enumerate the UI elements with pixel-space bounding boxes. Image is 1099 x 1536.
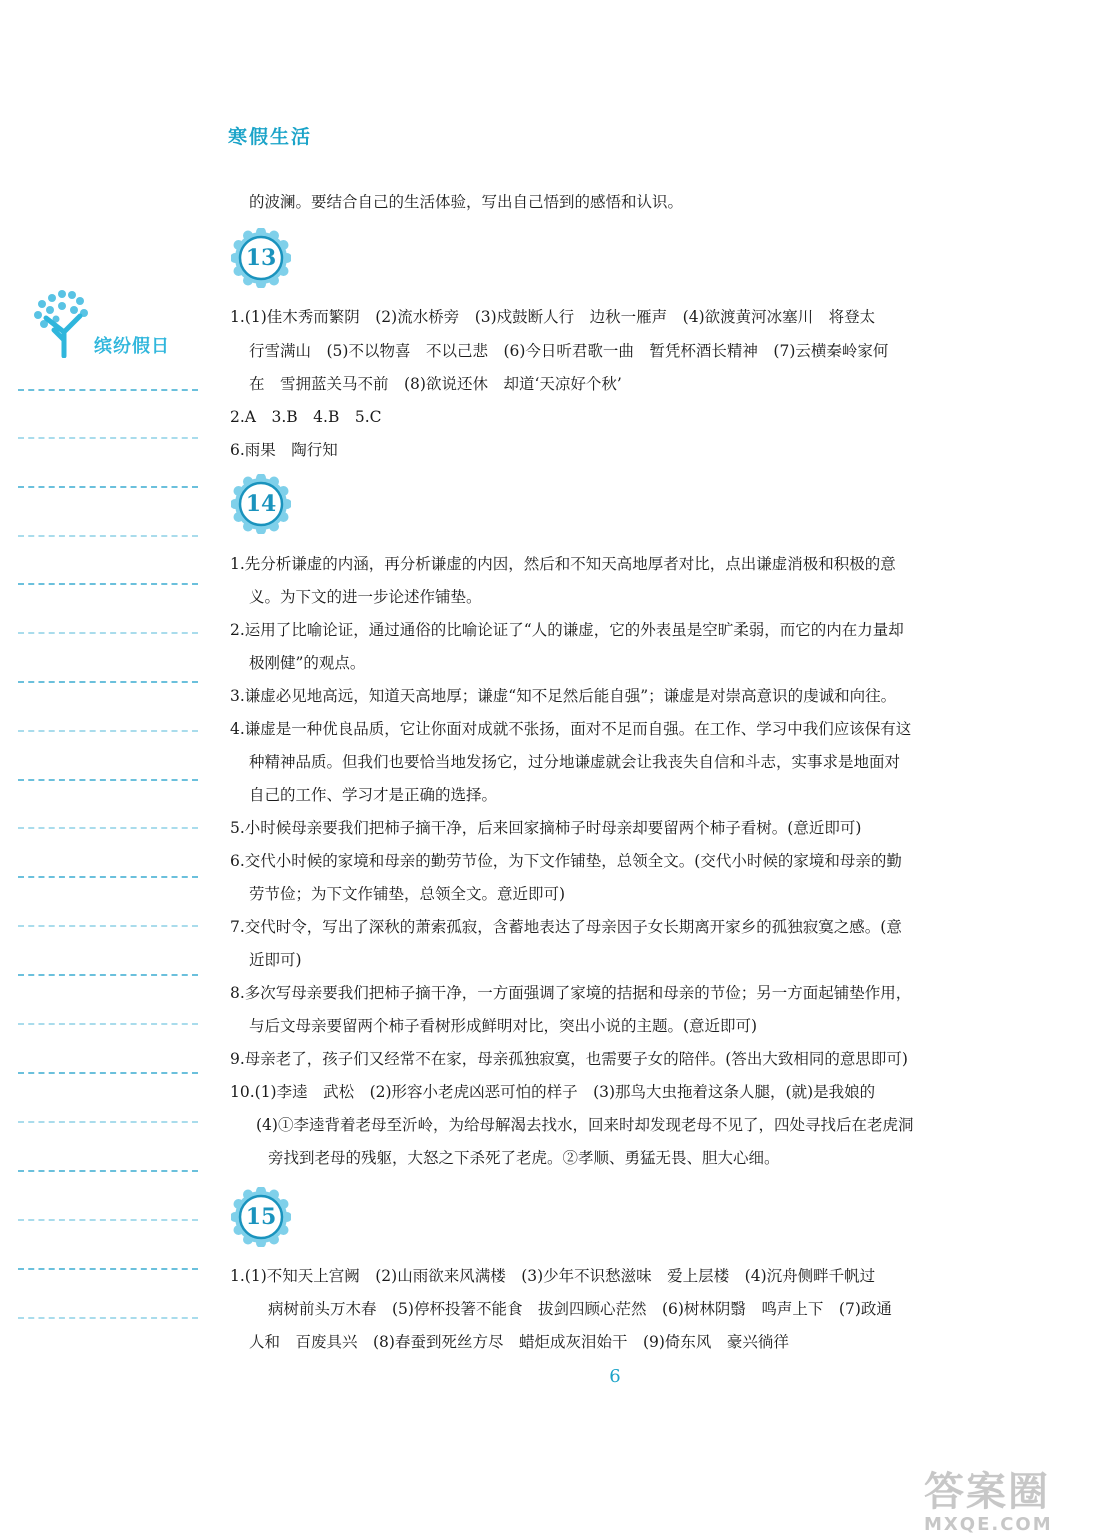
answer-line: 自己的工作、学习才是正确的选择。 [249,786,498,804]
margin-rule [18,583,198,585]
answer-line: 6.交代小时候的家境和母亲的勤劳节俭，为下文作铺垫，总领全文。(交代小时候的家境和母亲的勤 [230,852,902,870]
answer-line: 9.母亲老了，孩子们又经常不在家，母亲孤独寂寞，也需要子女的陪伴。(答出大致相同的意思即可) [230,1050,908,1068]
margin-rule [18,389,198,391]
section-number: 15 [245,1204,277,1230]
answer-line: 1.先分析谦虚的内涵，再分析谦虚的内因，然后和不知天高地厚者对比，点出谦虚消极和积极的意 [230,555,896,573]
answer-line: 3.谦虚必见地高远，知道天高地厚；谦虚“知不足然后能自强”；谦虚是对崇高意识的虔诚和向往。 [230,687,897,705]
watermark-url: MXQE.COM [924,1514,1053,1535]
answer-line: 义。为下文的进一步论述作铺垫。 [249,588,482,606]
margin-rule [18,632,198,634]
margin-rule [18,827,198,829]
answer-line: 在 雪拥蓝关马不前 (8)欲说还休 却道‘天凉好个秋’ [249,375,622,393]
intro-line: 的波澜。要结合自己的生活体验，写出自己悟到的感悟和认识。 [249,193,684,211]
margin-rule [18,1268,198,1270]
answer-line: 种精神品质。但我们也要恰当地发扬它，过分地谦虚就会让我丧失自信和斗志，实事求是地面对 [249,753,901,771]
margin-rule [18,1121,198,1123]
answer-line: 2.A 3.B 4.B 5.C [230,408,382,426]
answer-line: 旁找到老母的残躯，大怒之下杀死了老虎。②孝顺、勇猛无畏、胆大心细。 [268,1149,780,1167]
answer-line: 与后文母亲要留两个柿子看树形成鲜明对比，突出小说的主题。(意近即可) [249,1017,758,1035]
answer-line: 近即可) [249,951,302,969]
answer-line: 10.(1)李逵 武松 (2)形容小老虎凶恶可怕的样子 (3)那鸟大虫拖着这条人腿，(就)是我娘的 [230,1083,876,1101]
margin-rule [18,535,198,537]
answer-line: 5.小时候母亲要我们把柿子摘干净，后来回家摘柿子时母亲却要留两个柿子看树。(意近即可) [230,819,862,837]
answer-line: 8.多次写母亲要我们把柿子摘干净，一方面强调了家境的拮据和母亲的节俭；另一方面起铺垫作用， [230,984,912,1002]
margin-rule [18,876,198,878]
watermark-logo: 答案圈 [924,1469,1050,1515]
answer-line: 极刚健”的观点。 [249,654,366,672]
answer-line: 1.(1)佳木秀而繁阴 (2)流水桥旁 (3)戍鼓断人行 边秋一雁声 (4)欲渡黄河冰塞川 将登太 [230,308,876,326]
answer-line: 1.(1)不知天上宫阙 (2)山雨欲来风满楼 (3)少年不识愁滋味 爱上层楼 (4)沉舟侧畔千帆过 [230,1267,876,1285]
section-number: 13 [245,245,277,271]
answer-line: 行雪满山 (5)不以物喜 不以己悲 (6)今日听君歌一曲 暂凭杯酒长精神 (7)云横秦岭家何 [249,342,889,360]
margin-rule [18,681,198,683]
page-number: 6 [609,1366,621,1387]
answer-line: 病树前头万木春 (5)停杯投箸不能食 拔剑四顾心茫然 (6)树林阴翳 鸣声上下 (7)政通 [268,1300,892,1318]
answer-line: 劳节俭；为下文作铺垫，总领全文。意近即可) [249,885,566,903]
header-title: 寒假生活 [228,126,313,148]
margin-rule [18,730,198,732]
section-badge [231,474,291,534]
margin-rule [18,486,198,488]
margin-rule [18,779,198,781]
answer-line: 2.运用了比喻论证，通过通俗的比喻论证了“人的谦虚，它的外表虽是空旷柔弱，而它的内在力量却 [230,621,904,639]
watermark [924,1470,1053,1535]
margin-rule [18,1219,198,1221]
answer-line: 4.谦虚是一种优良品质，它让你面对成就不张扬，面对不足而自强。在工作、学习中我们应该保有这 [230,720,912,738]
section-number: 14 [245,491,277,517]
section-badge [231,1187,291,1247]
margin-rule [18,1170,198,1172]
section-badge [231,228,291,288]
margin-rule [18,1023,198,1025]
answer-line: 6.雨果 陶行知 [230,441,338,459]
logo-text: 缤纷假日 [94,336,170,357]
margin-rule [18,437,198,439]
margin-rule [18,1317,198,1319]
answer-line: 7.交代时令，写出了深秋的萧索孤寂，含蓄地表达了母亲因子女长期离开家乡的孤独寂寞之感。(意 [230,918,902,936]
margin-rule [18,925,198,927]
answer-line: 人和 百废具兴 (8)春蚕到死丝方尽 蜡炬成灰泪始干 (9)倚东风 豪兴徜徉 [249,1333,789,1351]
margin-rule [18,974,198,976]
margin-rule [18,1072,198,1074]
answer-line: (4)①李逵背着老母至沂岭，为给母解渴去找水，回来时却发现老母不见了，四处寻找后在老虎洞 [256,1116,914,1134]
